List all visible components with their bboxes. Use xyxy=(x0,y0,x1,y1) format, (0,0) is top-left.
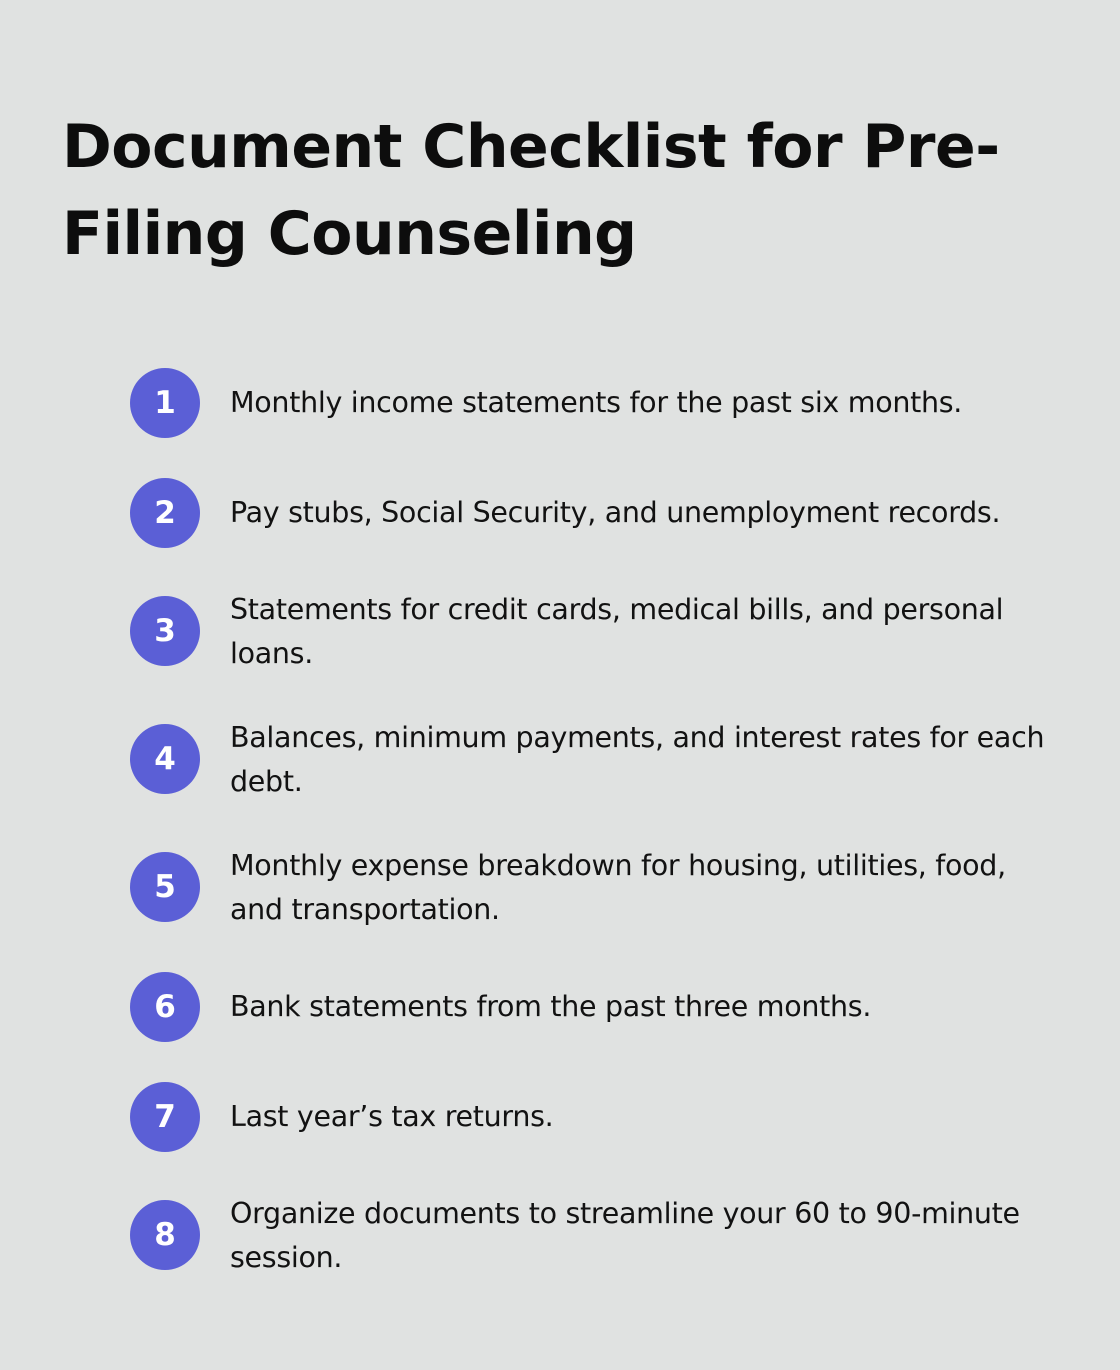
step-number-badge: 5 xyxy=(130,852,200,922)
checklist-item-text: Monthly expense breakdown for housing, utilities, food, and transportation. xyxy=(230,849,1006,926)
checklist-item-text: Bank statements from the past three months. xyxy=(230,990,872,1023)
checklist-item-text: Last year’s tax returns. xyxy=(230,1100,554,1133)
step-number-badge: 6 xyxy=(130,972,200,1042)
step-number-badge: 7 xyxy=(130,1082,200,1152)
step-number-badge: 1 xyxy=(130,368,200,438)
checklist-item-text: Pay stubs, Social Security, and unemployment records. xyxy=(230,496,1001,529)
checklist-item-text: Organize documents to streamline your 60 to 90-minute session. xyxy=(230,1197,1020,1274)
step-number-badge: 4 xyxy=(130,724,200,794)
step-number-badge: 8 xyxy=(130,1200,200,1270)
checklist-item-text: Monthly income statements for the past six months. xyxy=(230,386,963,419)
page-title: Document Checklist for Pre-Filing Counseling xyxy=(62,112,1000,269)
step-number-badge: 2 xyxy=(130,478,200,548)
checklist-item-text: Statements for credit cards, medical bills, and personal loans. xyxy=(230,593,1004,670)
step-number-badge: 3 xyxy=(130,596,200,666)
checklist-item-text: Balances, minimum payments, and interest rates for each debt. xyxy=(230,721,1045,798)
